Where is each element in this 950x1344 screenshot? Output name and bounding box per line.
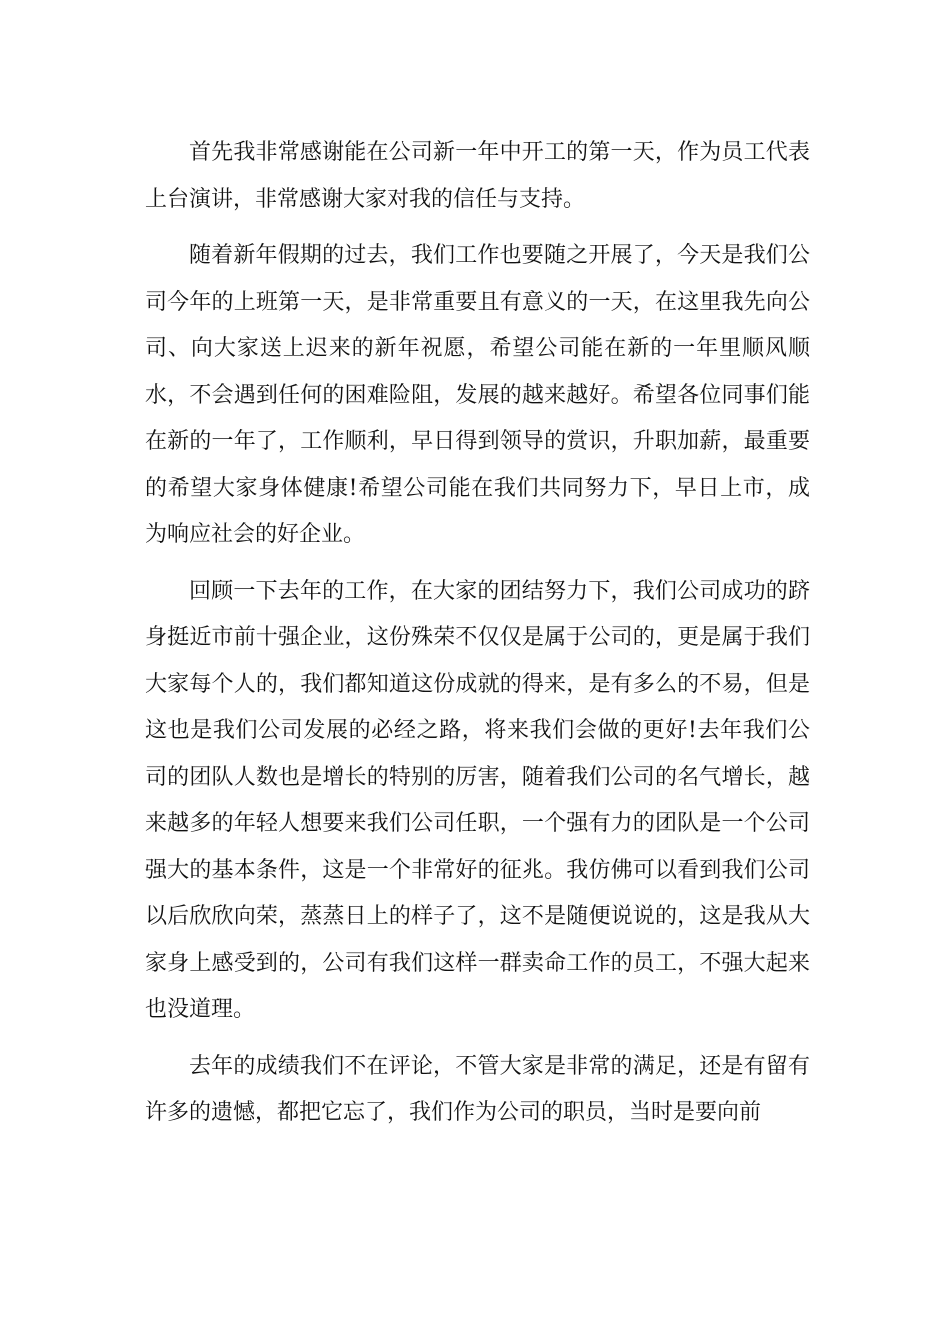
paragraph-4: 去年的成绩我们不在评论，不管大家是非常的满足，还是有留有许多的遗憾，都把它忘了，我们作为公司的职员，当时是要向前 bbox=[145, 1053, 810, 1125]
paragraph-2: 随着新年假期的过去，我们工作也要随之开展了，今天是我们公司今年的上班第一天，是非常重要且有意义的一天，在这里我先向公司、向大家送上迟来的新年祝愿，希望公司能在新的一年里顺风顺水，不会遇到任何的困难险阻，发展的越来越好。希望各位同事们能在新的一年了，工作顺利，早日得到领导的赏识，升职加薪，最重要的希望大家身体健康!希望公司能在我们共同努力下，早日上市，成为响应社会的好企业。 bbox=[145, 243, 810, 547]
paragraph-3: 回顾一下去年的工作，在大家的团结努力下，我们公司成功的跻身挺近市前十强企业，这份殊荣不仅仅是属于公司的，更是属于我们大家每个人的，我们都知道这份成就的得来，是有多么的不易，但是这也是我们公司发展的必经之路，将来我们会做的更好!去年我们公司的团队人数也是增长的特别的厉害，随着我们公司的名气增长，越来越多的年轻人想要来我们公司任职，一个强有力的团队是一个公司强大的基本条件，这是一个非常好的征兆。我仿佛可以看到我们公司以后欣欣向荣，蒸蒸日上的样子了，这不是随便说说的，这是我从大家身上感受到的，公司有我们这样一群卖命工作的员工，不强大起来也没道理。 bbox=[145, 578, 810, 1022]
paragraph-1: 首先我非常感谢能在公司新一年中开工的第一天，作为员工代表上台演讲，非常感谢大家对我的信任与支持。 bbox=[145, 140, 810, 212]
document-body bbox=[145, 130, 810, 1137]
